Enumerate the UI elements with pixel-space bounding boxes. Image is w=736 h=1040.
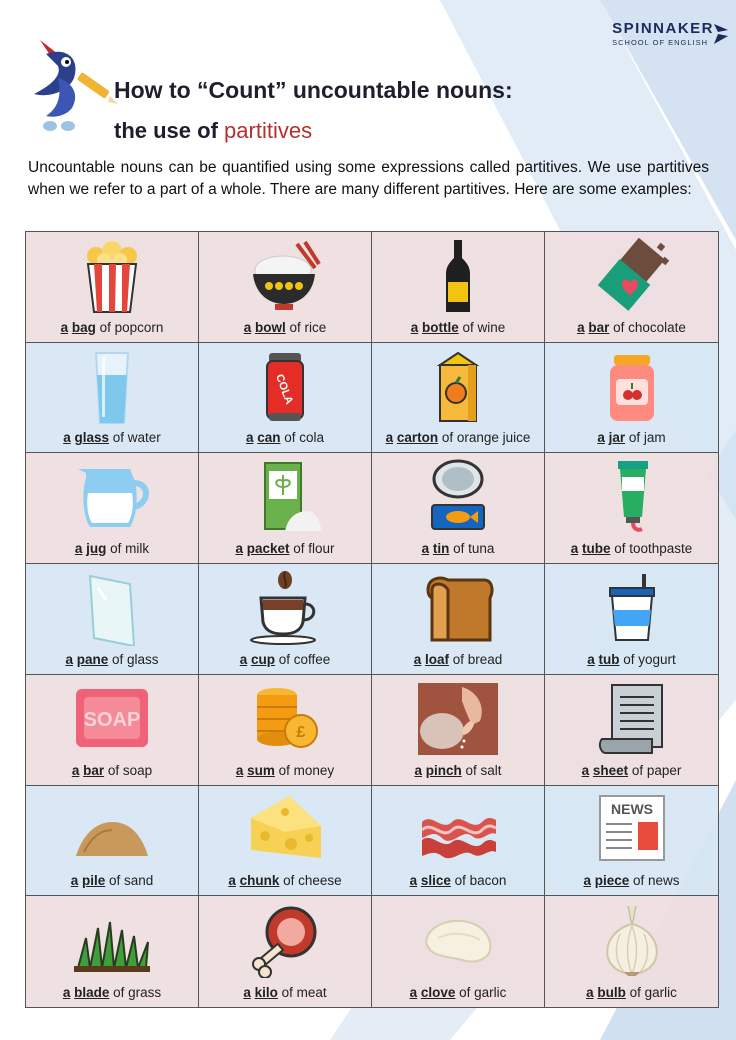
- rice-bowl-icon: [245, 238, 325, 314]
- example-caption: [372, 652, 544, 667]
- partitive-word: pane: [76, 651, 109, 667]
- example-caption: [199, 652, 371, 667]
- noun-phrase: of jam: [628, 430, 666, 446]
- example-cell: [199, 786, 372, 897]
- noun-phrase: of popcorn: [99, 319, 164, 335]
- partitive-word: bar: [83, 762, 105, 778]
- example-cell: [372, 896, 545, 1007]
- noun-phrase: of orange juice: [441, 430, 531, 446]
- article: a: [577, 319, 585, 335]
- article: a: [581, 762, 590, 778]
- milk-jug-icon: [72, 459, 152, 535]
- example-cell: [372, 786, 545, 897]
- partitive-word: cup: [250, 651, 275, 667]
- noun-phrase: of grass: [113, 985, 162, 1000]
- coffee-cup-icon: [245, 570, 325, 646]
- noun-phrase: of bread: [452, 651, 503, 667]
- article: a: [239, 651, 248, 667]
- example-cell: [26, 675, 199, 786]
- article: a: [583, 873, 591, 889]
- article: a: [74, 541, 83, 557]
- brand-logo: [612, 20, 714, 47]
- example-cell: [545, 453, 718, 564]
- article: a: [70, 873, 79, 889]
- partitive-word: clove: [420, 985, 456, 1000]
- article: a: [243, 985, 251, 1000]
- yogurt-tub-icon: [592, 570, 672, 646]
- toothpaste-tube-icon: [592, 459, 672, 535]
- example-cell: [199, 564, 372, 675]
- article: a: [570, 541, 579, 557]
- noun-phrase: of garlic: [629, 985, 677, 1000]
- article: a: [597, 430, 605, 446]
- partitive-word: glass: [74, 430, 109, 446]
- subtitle-prefix: the use of: [114, 118, 218, 143]
- meat-icon: [245, 902, 325, 978]
- noun-phrase: of cheese: [283, 873, 342, 889]
- noun-phrase: of soap: [107, 762, 153, 778]
- example-cell: [545, 343, 718, 454]
- popcorn-bag-icon: [72, 238, 152, 314]
- article: a: [63, 430, 71, 446]
- intro-paragraph: Uncountable nouns can be quantified using some expressions called partitives. We use partitives when we refer to a part of a whole. There are many different partitives. Here are some examples:: [28, 159, 709, 198]
- cola-label: COLA: [273, 372, 296, 406]
- example-cell: [545, 896, 718, 1007]
- partitive-word: jug: [86, 541, 107, 557]
- example-cell: [372, 564, 545, 675]
- partitive-word: loaf: [424, 651, 449, 667]
- chocolate-bar-icon: [592, 238, 672, 314]
- pound-symbol: £: [296, 723, 306, 741]
- example-caption: [372, 763, 544, 778]
- article: a: [71, 762, 80, 778]
- partitive-word: bar: [588, 319, 610, 335]
- example-caption: [199, 873, 371, 888]
- example-caption: [545, 873, 718, 888]
- partitive-word: bulb: [597, 985, 626, 1000]
- example-caption: [199, 430, 371, 445]
- example-caption: [372, 985, 544, 1000]
- brand-subtitle: SCHOOL OF ENGLISH: [612, 38, 709, 47]
- article: a: [228, 873, 236, 889]
- example-caption: [26, 541, 198, 556]
- partitive-word: bag: [71, 319, 96, 335]
- article: a: [385, 430, 394, 446]
- brand-name: SPINNAKER: [612, 20, 714, 37]
- example-caption: [26, 320, 198, 335]
- jam-jar-icon: [592, 349, 672, 425]
- partitives-grid: [25, 231, 719, 1008]
- noun-phrase: of garlic: [459, 985, 507, 1000]
- example-cell: [545, 786, 718, 897]
- noun-phrase: of paper: [631, 762, 682, 778]
- tuna-tin-icon: [418, 459, 498, 535]
- example-caption: [545, 763, 718, 778]
- article: a: [65, 651, 73, 667]
- noun-phrase: of glass: [112, 651, 159, 667]
- example-caption: [545, 541, 718, 556]
- example-caption: [545, 652, 718, 667]
- coins-icon: [245, 681, 325, 757]
- noun-phrase: of water: [112, 430, 161, 446]
- example-caption: [199, 985, 371, 1000]
- example-cell: [199, 343, 372, 454]
- partitive-word: slice: [420, 873, 451, 889]
- partitive-word: pile: [81, 873, 106, 889]
- example-caption: [26, 763, 198, 778]
- example-caption: [199, 541, 371, 556]
- example-cell: [199, 675, 372, 786]
- example-caption: [26, 652, 198, 667]
- partitive-word: kilo: [254, 985, 278, 1000]
- partitive-word: pinch: [425, 762, 462, 778]
- noun-phrase: of toothpaste: [614, 541, 693, 557]
- glass-pane-icon: [72, 570, 152, 646]
- example-cell: [372, 232, 545, 343]
- example-caption: [199, 763, 371, 778]
- partitive-word: sum: [247, 762, 275, 778]
- example-caption: [545, 320, 718, 335]
- example-caption: [26, 430, 198, 445]
- paper-sheet-icon: [592, 681, 672, 757]
- article: a: [587, 651, 595, 667]
- article: a: [414, 762, 422, 778]
- noun-phrase: of meat: [281, 985, 327, 1000]
- article: a: [235, 762, 244, 778]
- mascot-icon: [28, 38, 120, 134]
- partitive-word: jar: [608, 430, 626, 446]
- article: a: [62, 985, 71, 1000]
- partitive-word: packet: [246, 541, 290, 557]
- example-cell: [372, 343, 545, 454]
- noun-phrase: of wine: [462, 319, 506, 335]
- garlic-bulb-icon: [592, 902, 672, 978]
- example-cell: [199, 896, 372, 1007]
- partitive-word: blade: [74, 985, 110, 1000]
- grass-icon: [72, 902, 152, 978]
- article: a: [413, 651, 422, 667]
- article: a: [421, 541, 430, 557]
- example-cell: [545, 564, 718, 675]
- article: a: [243, 319, 252, 335]
- partitive-word: can: [257, 430, 281, 446]
- noun-phrase: of milk: [110, 541, 150, 557]
- noun-phrase: of cola: [284, 430, 325, 446]
- flour-packet-icon: [245, 459, 325, 535]
- article: a: [410, 319, 419, 335]
- soap-bar-icon: [72, 681, 152, 757]
- example-caption: [199, 320, 371, 335]
- example-caption: [26, 873, 198, 888]
- example-caption: [372, 873, 544, 888]
- partitive-word: tin: [432, 541, 450, 557]
- partitive-word: piece: [594, 873, 630, 889]
- example-caption: [372, 430, 544, 445]
- page-subtitle: [114, 118, 312, 144]
- example-caption: [26, 985, 198, 1000]
- bacon-slice-icon: [418, 792, 498, 868]
- partitive-word: chunk: [239, 873, 280, 889]
- noun-phrase: of money: [278, 762, 335, 778]
- news-label: NEWS: [610, 800, 653, 817]
- example-cell: [199, 453, 372, 564]
- noun-phrase: of bacon: [454, 873, 507, 889]
- partitive-word: bowl: [255, 319, 286, 335]
- partitive-word: tub: [598, 651, 620, 667]
- partitive-word: tube: [581, 541, 611, 557]
- example-cell: [372, 453, 545, 564]
- example-caption: [372, 541, 544, 556]
- noun-phrase: of tuna: [453, 541, 495, 557]
- example-caption: [545, 430, 718, 445]
- partitive-word: carton: [396, 430, 439, 446]
- wine-bottle-icon: [418, 238, 498, 314]
- noun-phrase: of coffee: [278, 651, 331, 667]
- example-cell: [26, 343, 199, 454]
- newspaper-icon: [592, 792, 672, 868]
- example-cell: [199, 232, 372, 343]
- page-title: How to “Count” uncountable nouns:: [114, 77, 513, 103]
- noun-phrase: of salt: [465, 762, 502, 778]
- noun-phrase: of sand: [109, 873, 154, 889]
- example-cell: [26, 232, 199, 343]
- partitive-word: bottle: [421, 319, 459, 335]
- bread-loaf-icon: [418, 570, 498, 646]
- noun-phrase: of rice: [289, 319, 327, 335]
- example-caption: [372, 320, 544, 335]
- soap-label: SOAP: [83, 708, 141, 731]
- article: a: [60, 319, 69, 335]
- example-cell: [372, 675, 545, 786]
- garlic-clove-icon: [418, 902, 498, 978]
- example-cell: [26, 453, 199, 564]
- noun-phrase: of chocolate: [613, 319, 686, 335]
- example-cell: [26, 564, 199, 675]
- example-cell: [545, 675, 718, 786]
- example-cell: [26, 896, 199, 1007]
- article: a: [409, 873, 418, 889]
- example-caption: [545, 985, 718, 1000]
- example-cell: [26, 786, 199, 897]
- noun-phrase: of news: [633, 873, 680, 889]
- juice-carton-icon: [418, 349, 498, 425]
- cola-can-icon: [245, 349, 325, 425]
- article: a: [409, 985, 418, 1000]
- sand-pile-icon: [72, 792, 152, 868]
- article: a: [245, 430, 254, 446]
- subtitle-accent: partitives: [224, 118, 313, 143]
- partitive-word: sheet: [592, 762, 629, 778]
- article: a: [586, 985, 594, 1000]
- salt-pinch-icon: [418, 681, 498, 757]
- water-glass-icon: [72, 349, 152, 425]
- noun-phrase: of flour: [293, 541, 335, 557]
- sail-logo-icon: [712, 22, 730, 46]
- cheese-chunk-icon: [245, 792, 325, 868]
- noun-phrase: of yogurt: [623, 651, 676, 667]
- example-cell: [545, 232, 718, 343]
- article: a: [235, 541, 243, 557]
